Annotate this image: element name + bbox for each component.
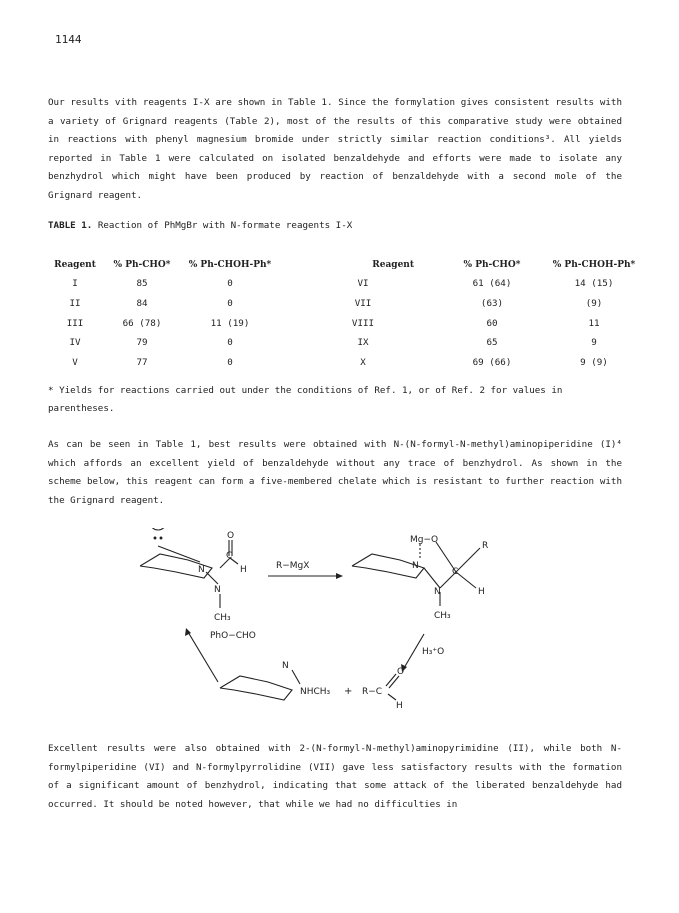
c-label: C [452, 567, 459, 577]
cell-phchohph: 0 [227, 337, 233, 349]
r-label: R [482, 541, 489, 551]
cell-phchohph: (9) [585, 298, 603, 310]
cell-reagent: II [69, 298, 81, 310]
cell-reagent: X [360, 357, 366, 369]
cell-reagent: I [72, 278, 78, 290]
intro-paragraph-text: Our results vith reagents I-X are shown in Table 1. Since the formylation gives consistent results with a variety of Grignard reagents (Table 2), most of the results of this comparative study were obtained in reactions with phenyl magnesium bromide under strictly similar reaction conditions³. All yields reported in Table 1 were calculated on isolated benzaldehyde and efforts were made to isolate any benzhydrol which might have been produced by reaction of benzaldehyde with a second mole of the Grignard reagent. [48, 97, 622, 201]
cell-phchohph: 0 [227, 357, 233, 369]
cell-phchohph: 9 (9) [580, 357, 608, 369]
cell-phcho: 79 [136, 337, 148, 349]
o-label: O [397, 667, 405, 677]
cell-phchohph: 0 [227, 278, 233, 290]
cell-phcho: 61 (64) [472, 278, 512, 290]
cell-phchohph: 11 (19) [210, 317, 250, 329]
cell-phcho: 84 [136, 298, 148, 310]
ch3-label: CH₃ [214, 613, 231, 623]
cell-phchohph: 11 [588, 317, 600, 329]
cell-phcho: 69 (66) [472, 357, 512, 369]
header-reagent-2: Reagent [372, 260, 414, 270]
table-header-row [44, 256, 648, 274]
table-caption [48, 220, 352, 231]
header-phcho-1: % Ph-CHO* [113, 260, 171, 270]
table-row [44, 313, 648, 333]
c-label: C [226, 551, 233, 561]
n-label: N [282, 661, 289, 671]
plus-sign: + [344, 686, 353, 697]
results-table [44, 256, 648, 372]
aldehyde-label: R−C [362, 687, 383, 697]
cell-reagent: III [66, 317, 84, 329]
paragraph-3-text: Excellent results were also obtained with 2-(N-formyl-N-methyl)aminopyrimidine (II), while both N-formylpiperidine (VI) and N-formylpyrrolidine (VII) gave less satisfactory results with the formation of a significant amount of benzhydrol, indicating that some attack of the liberated benzaldehyde had occurred. It should be noted however, that while we had no difficulties in [48, 743, 622, 810]
cell-phchohph: 14 (15) [574, 278, 614, 290]
table-row [44, 274, 648, 294]
hydrolysis-arrow [401, 634, 444, 672]
cell-reagent: IX [357, 337, 369, 349]
header-phcho-2: % Ph-CHO* [463, 260, 521, 270]
table-footnote: * Yields for reactions carried out under the conditions of Ref. 1, or of Ref. 2 for values in parentheses. [48, 385, 563, 414]
cell-reagent: VII [354, 298, 372, 310]
h-label: H [478, 587, 485, 597]
paragraph-2-text: As can be seen in Table 1, best results were obtained with N-(N-formyl-N-methyl)aminopiperidine (I)⁴ which affords an excellent yield of benzaldehyde without any trace of benzhydrol. As shown in the scheme below, this reagent can form a five-membered chelate which is resistant to further reaction with the Grignard reagent. [48, 439, 622, 506]
cell-phcho: 85 [136, 278, 148, 290]
paragraph-2 [48, 436, 622, 510]
table-row [44, 353, 648, 373]
reagent-label: R−MgX [276, 561, 310, 571]
return-label: PhO−CHO [210, 631, 256, 641]
reagent-arrow [268, 561, 343, 579]
cell-phcho: 65 [486, 337, 498, 349]
header-phchohph-1: % Ph-CHOH-Ph* [188, 260, 272, 270]
cell-phcho: (63) [480, 298, 504, 310]
table-title: Reaction of PhMgBr with N-formate reagents I-X [97, 220, 353, 231]
o-label: O [227, 531, 235, 541]
products [220, 661, 404, 711]
reaction-scheme [140, 528, 540, 728]
cell-phchohph: 9 [591, 337, 597, 349]
cell-reagent: VIII [351, 317, 375, 329]
ch3-label: CH₃ [434, 611, 451, 621]
nhch3-label: NHCH₃ [300, 687, 331, 697]
n-label: N [434, 587, 441, 597]
n-label: N [198, 565, 205, 575]
header-reagent-1: Reagent [54, 260, 96, 270]
table-label: TABLE 1. [48, 220, 93, 231]
mg-o-label: Mg−O [410, 535, 439, 545]
reactant-structure [140, 528, 247, 623]
intro-paragraph [48, 94, 622, 206]
page-number: 1144 [55, 33, 82, 46]
chelate-structure [352, 535, 488, 621]
cell-reagent: VI [357, 278, 369, 290]
cell-phcho: 60 [486, 317, 498, 329]
table-row [44, 333, 648, 353]
n-label: N [214, 585, 221, 595]
cell-phchohph: 0 [227, 298, 233, 310]
hydrolysis-label: H₃⁺O [422, 647, 445, 657]
n-label: N [412, 561, 419, 571]
h-label: H [240, 565, 247, 575]
cell-reagent: V [72, 357, 78, 369]
cell-phcho: 66 (78) [122, 317, 162, 329]
h-label: H [396, 701, 403, 711]
header-phchohph-2: % Ph-CHOH-Ph* [552, 260, 636, 270]
cell-reagent: IV [69, 337, 81, 349]
cell-phcho: 77 [136, 357, 148, 369]
paragraph-3 [48, 740, 622, 814]
return-arrow [185, 628, 256, 682]
table-row [44, 294, 648, 314]
